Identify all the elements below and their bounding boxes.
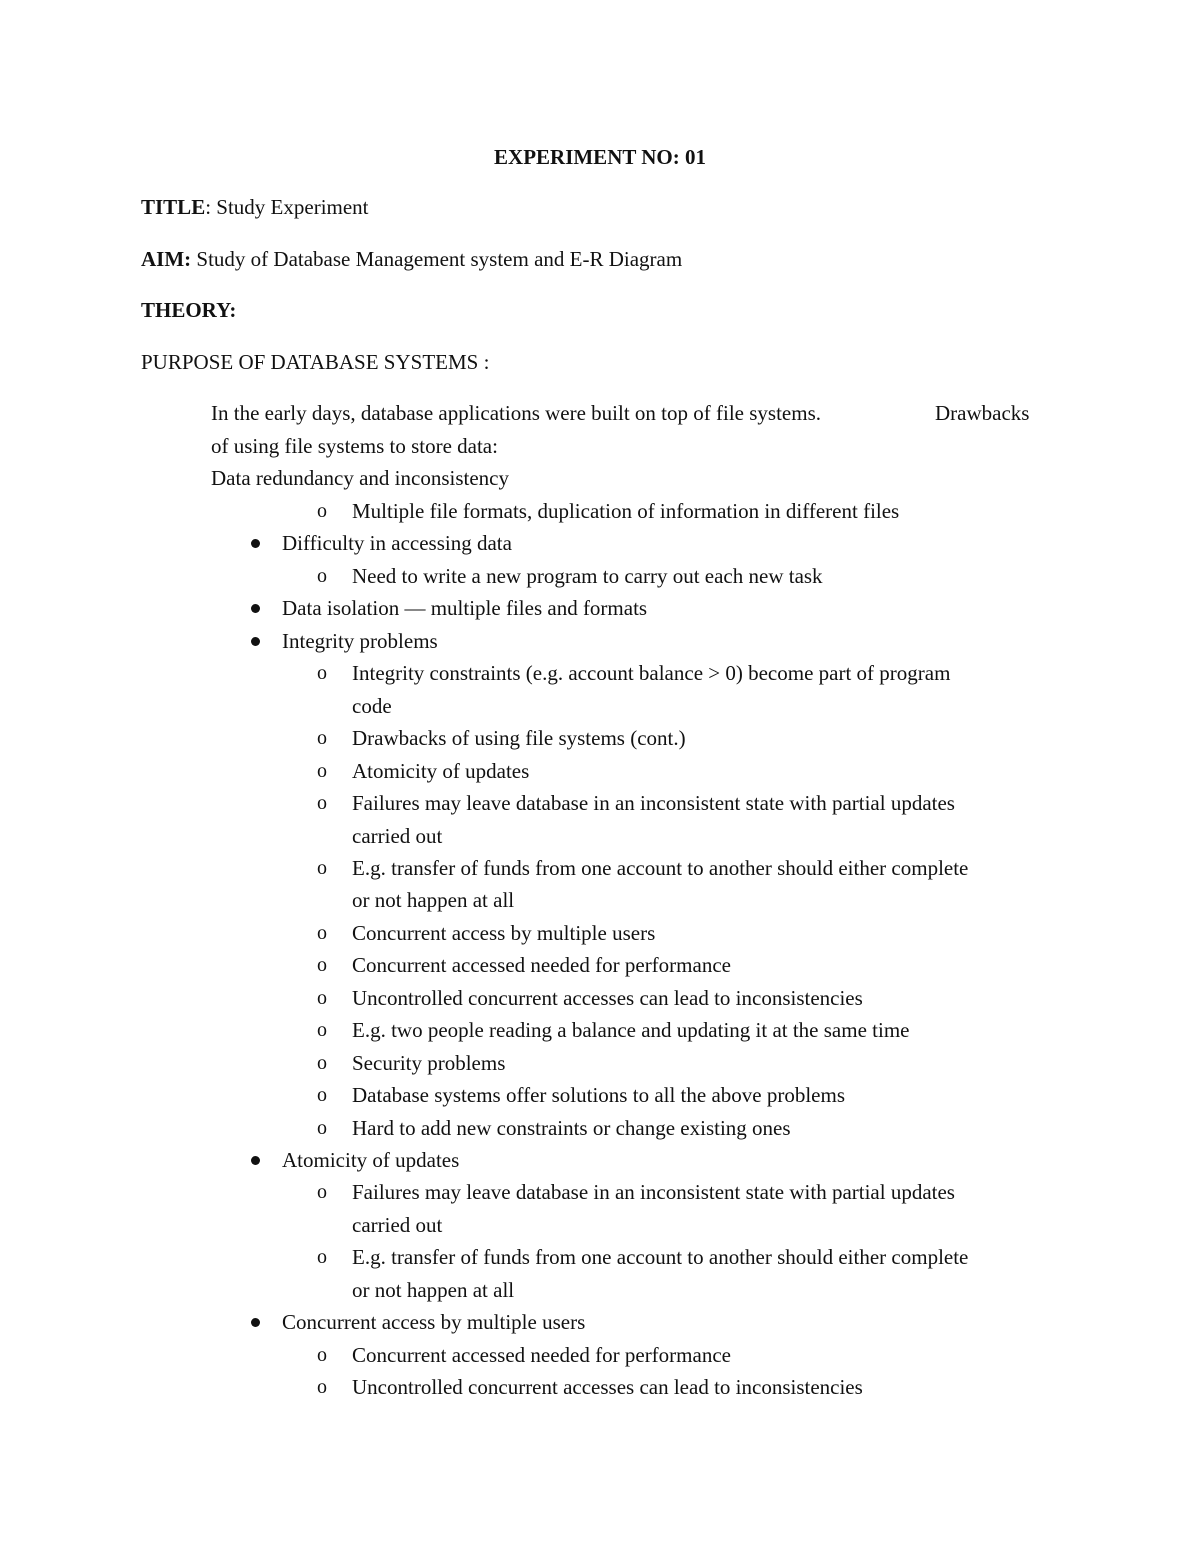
sub-bullet-icon: o xyxy=(317,987,327,1009)
sub-bullet-icon: o xyxy=(317,1019,327,1041)
list-item: Data isolation — multiple files and formats xyxy=(282,596,648,620)
sub-bullet-icon: o xyxy=(317,1052,327,1074)
bullet-icon xyxy=(251,637,260,646)
sub-bullet-icon: o xyxy=(317,1117,327,1139)
sub-list-item: Hard to add new constraints or change existing ones xyxy=(352,1116,791,1140)
sub-bullet-icon: o xyxy=(317,727,327,749)
list-item-continuation: carried out xyxy=(352,1213,443,1237)
sub-bullet-icon: o xyxy=(317,500,327,522)
sub-bullet-icon: o xyxy=(317,1246,327,1268)
aim-line xyxy=(141,243,682,275)
sub-list-item: Security problems xyxy=(352,1051,506,1075)
sub-list-item: Atomicity of updates xyxy=(352,759,530,783)
sub-list-item: E.g. transfer of funds from one account to another should either complete xyxy=(352,856,969,880)
intro-line-1b: Drawbacks xyxy=(935,401,1030,425)
title-line xyxy=(141,191,369,223)
sub-list-item: Integrity constraints (e.g. account balance > 0) become part of program xyxy=(352,661,951,685)
sub-bullet-icon: o xyxy=(317,1181,327,1203)
bullet-icon xyxy=(251,1156,260,1165)
sub-bullet-icon: o xyxy=(317,662,327,684)
sub-bullet-icon: o xyxy=(317,792,327,814)
sub-bullet-icon: o xyxy=(317,760,327,782)
list-item: Integrity problems xyxy=(282,629,438,653)
sub-bullet-icon: o xyxy=(317,565,327,587)
experiment-heading: EXPERIMENT NO: 01 xyxy=(494,145,706,169)
theory-label: THEORY: xyxy=(141,298,237,322)
sub-list-item: Database systems offer solutions to all the above problems xyxy=(352,1083,846,1107)
sub-bullet-icon: o xyxy=(317,1376,327,1398)
sub-bullet-icon: o xyxy=(317,1084,327,1106)
sub-bullet-icon: o xyxy=(317,922,327,944)
list-item: Concurrent access by multiple users xyxy=(282,1310,586,1334)
sub-list-item: E.g. two people reading a balance and updating it at the same time xyxy=(352,1018,910,1042)
list-item: Atomicity of updates xyxy=(282,1148,460,1172)
aim-label: AIM: xyxy=(141,247,192,271)
sub-list-item: Concurrent accessed needed for performance xyxy=(352,1343,731,1367)
bullet-icon xyxy=(251,604,260,613)
list-item-continuation: or not happen at all xyxy=(352,1278,515,1302)
title-label: TITLE xyxy=(141,195,206,219)
section-heading: PURPOSE OF DATABASE SYSTEMS : xyxy=(141,350,490,374)
sub-list-item: Drawbacks of using file systems (cont.) xyxy=(352,726,686,750)
sub-list-item: Concurrent access by multiple users xyxy=(352,921,656,945)
sub-list-item: E.g. transfer of funds from one account to another should either complete xyxy=(352,1245,969,1269)
aim-value: Study of Database Management system and E-R Diagram xyxy=(191,247,683,271)
list-item-continuation: code xyxy=(352,694,392,718)
sub-list-item: Uncontrolled concurrent accesses can lead to inconsistencies xyxy=(352,986,863,1010)
sub-bullet-icon: o xyxy=(317,954,327,976)
intro-line-1a: In the early days, database applications were built on top of file systems. xyxy=(211,401,821,425)
sub-bullet-icon: o xyxy=(317,1344,327,1366)
bullet-icon xyxy=(251,539,260,548)
sub-list-item: Failures may leave database in an inconsistent state with partial updates xyxy=(352,1180,955,1204)
sub-list-item: Failures may leave database in an inconsistent state with partial updates xyxy=(352,791,955,815)
sub-list-item: Concurrent accessed needed for performance xyxy=(352,953,731,977)
intro-line-2: of using file systems to store data: xyxy=(211,434,498,458)
list-item-continuation: carried out xyxy=(352,824,443,848)
title-value: : Study Experiment xyxy=(205,195,369,219)
bullet-icon xyxy=(251,1318,260,1327)
sub-list-item: Uncontrolled concurrent accesses can lead to inconsistencies xyxy=(352,1375,863,1399)
sub-list-item: Need to write a new program to carry out each new task xyxy=(352,564,823,588)
sub-bullet-icon: o xyxy=(317,857,327,879)
list-item-continuation: or not happen at all xyxy=(352,888,515,912)
list-item: Difficulty in accessing data xyxy=(282,531,512,555)
intro-line-3: Data redundancy and inconsistency xyxy=(211,466,509,490)
sub-list-item: Multiple file formats, duplication of information in different files xyxy=(352,499,900,523)
